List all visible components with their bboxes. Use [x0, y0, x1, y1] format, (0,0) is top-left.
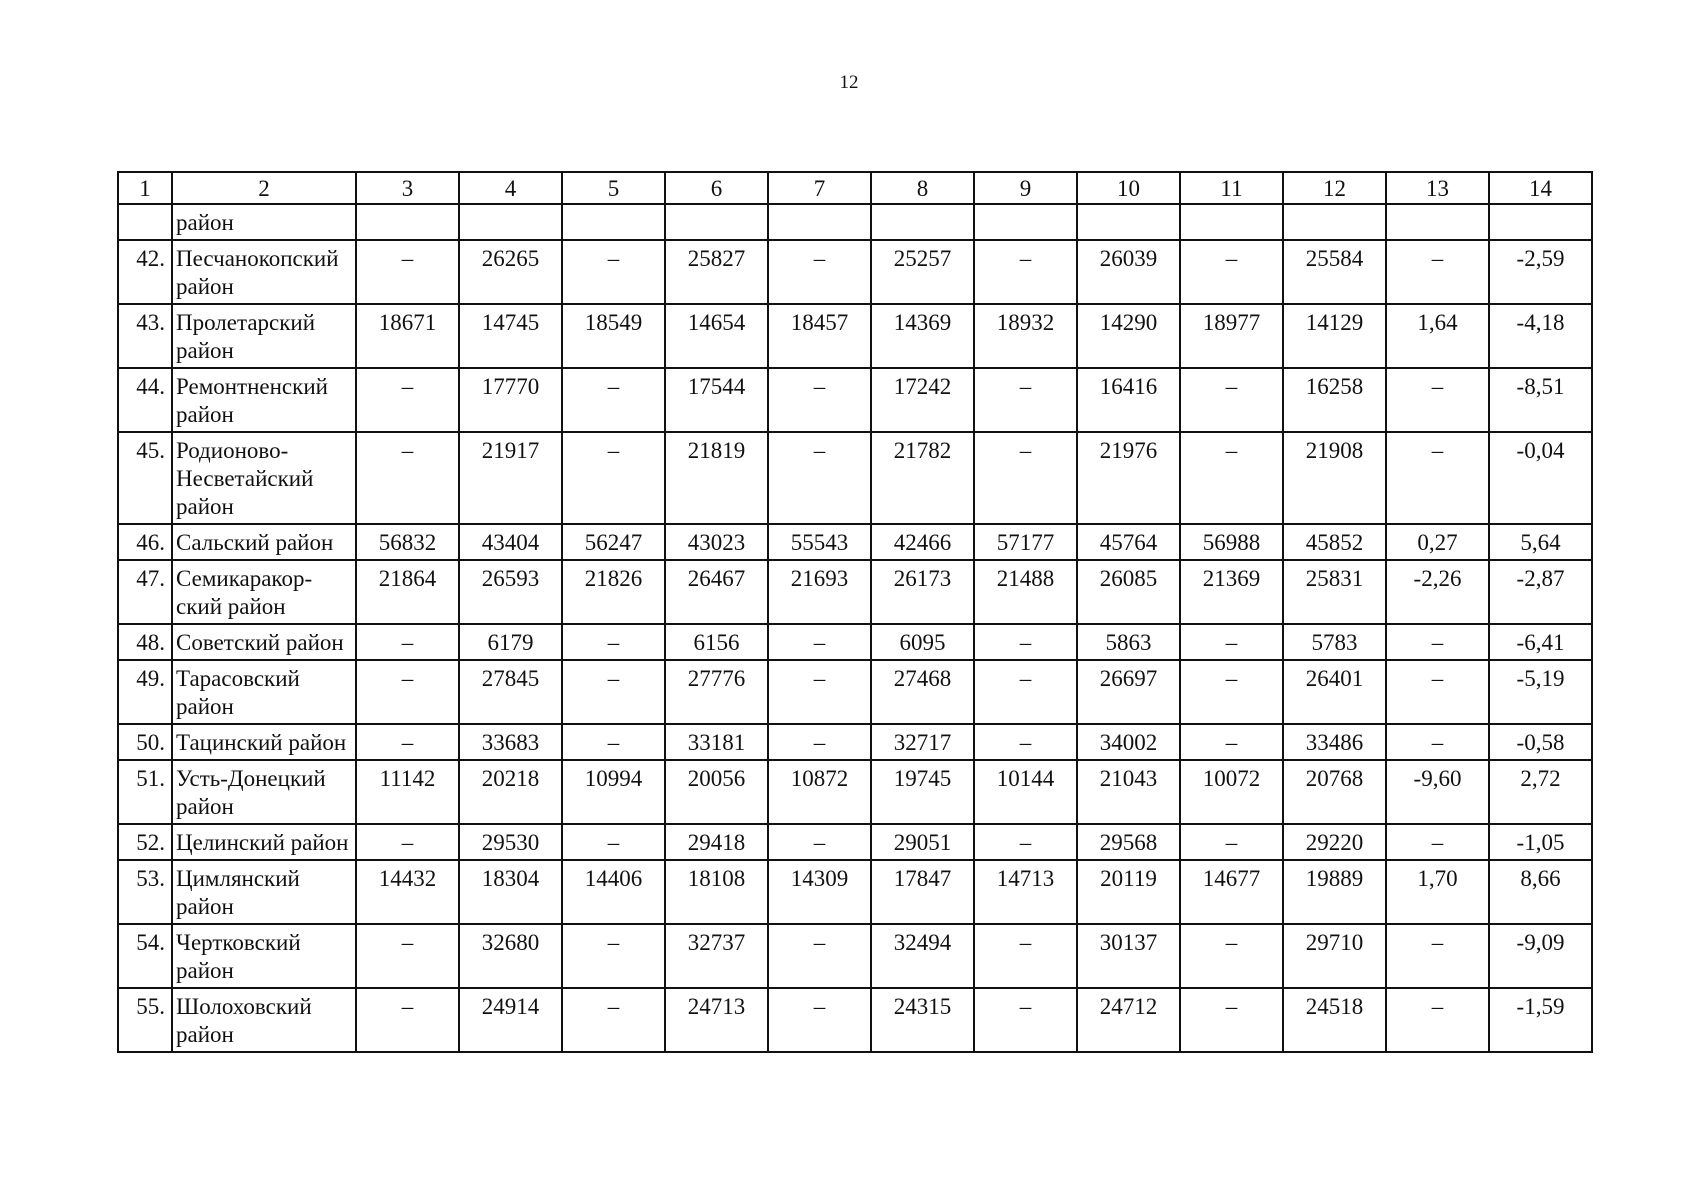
value-cell: 26173: [871, 560, 974, 624]
value-cell: 55543: [768, 524, 871, 560]
value-cell: 21864: [356, 560, 459, 624]
value-cell: –: [1180, 432, 1283, 524]
value-cell: 27468: [871, 660, 974, 724]
value-cell: 14406: [562, 860, 665, 924]
value-cell: –: [356, 724, 459, 760]
value-cell: 17544: [665, 368, 768, 432]
column-number-header: 1: [118, 172, 172, 204]
value-cell: 19745: [871, 760, 974, 824]
value-cell: 2,72: [1489, 760, 1592, 824]
value-cell: –: [562, 432, 665, 524]
value-cell: -1,59: [1489, 988, 1592, 1052]
value-cell: 0,27: [1386, 524, 1489, 560]
value-cell: –: [562, 724, 665, 760]
value-cell: 6156: [665, 624, 768, 660]
value-cell: –: [768, 432, 871, 524]
value-cell: [1386, 204, 1489, 240]
value-cell: –: [1386, 432, 1489, 524]
table-row: [118, 760, 1592, 824]
value-cell: 6179: [459, 624, 562, 660]
value-cell: [871, 204, 974, 240]
value-cell: 14290: [1077, 304, 1180, 368]
district-name: Сальский район: [172, 524, 356, 560]
value-cell: 57177: [974, 524, 1077, 560]
value-cell: 26039: [1077, 240, 1180, 304]
district-name: Целинский район: [172, 824, 356, 860]
value-cell: 8,66: [1489, 860, 1592, 924]
row-number: 45.: [118, 432, 172, 524]
value-cell: 29220: [1283, 824, 1386, 860]
row-number: 47.: [118, 560, 172, 624]
value-cell: 32717: [871, 724, 974, 760]
table-row: [118, 660, 1592, 724]
value-cell: 33683: [459, 724, 562, 760]
value-cell: 25827: [665, 240, 768, 304]
value-cell: –: [768, 240, 871, 304]
district-name: Семикаракор-ский район: [172, 560, 356, 624]
value-cell: –: [974, 988, 1077, 1052]
district-name: район: [172, 204, 356, 240]
value-cell: 24713: [665, 988, 768, 1052]
value-cell: 14677: [1180, 860, 1283, 924]
value-cell: –: [1180, 824, 1283, 860]
table-row: [118, 824, 1592, 860]
page-number: 12: [839, 72, 859, 93]
value-cell: –: [562, 988, 665, 1052]
value-cell: –: [1386, 824, 1489, 860]
table-header-row: [118, 172, 1592, 204]
value-cell: 5783: [1283, 624, 1386, 660]
value-cell: 26697: [1077, 660, 1180, 724]
value-cell: 43023: [665, 524, 768, 560]
value-cell: -9,09: [1489, 924, 1592, 988]
table-row: [118, 524, 1592, 560]
value-cell: 18457: [768, 304, 871, 368]
row-number: 52.: [118, 824, 172, 860]
value-cell: 18671: [356, 304, 459, 368]
table-row: [118, 432, 1592, 524]
value-cell: –: [768, 624, 871, 660]
value-cell: 21826: [562, 560, 665, 624]
value-cell: 18549: [562, 304, 665, 368]
value-cell: 18932: [974, 304, 1077, 368]
value-cell: 25584: [1283, 240, 1386, 304]
value-cell: -1,05: [1489, 824, 1592, 860]
value-cell: 30137: [1077, 924, 1180, 988]
district-name: Шолоховский район: [172, 988, 356, 1052]
value-cell: –: [768, 988, 871, 1052]
value-cell: 42466: [871, 524, 974, 560]
column-number-header: 11: [1180, 172, 1283, 204]
district-name: Ремонтненский район: [172, 368, 356, 432]
value-cell: [1489, 204, 1592, 240]
value-cell: 29051: [871, 824, 974, 860]
value-cell: –: [356, 432, 459, 524]
value-cell: 17770: [459, 368, 562, 432]
value-cell: 18304: [459, 860, 562, 924]
value-cell: 33486: [1283, 724, 1386, 760]
value-cell: 32680: [459, 924, 562, 988]
value-cell: [1283, 204, 1386, 240]
value-cell: –: [356, 240, 459, 304]
value-cell: -9,60: [1386, 760, 1489, 824]
table-row: [118, 624, 1592, 660]
value-cell: –: [1386, 924, 1489, 988]
row-number: [118, 204, 172, 240]
value-cell: 24914: [459, 988, 562, 1052]
value-cell: –: [768, 368, 871, 432]
value-cell: 5863: [1077, 624, 1180, 660]
value-cell: 10144: [974, 760, 1077, 824]
table-row: [118, 988, 1592, 1052]
value-cell: –: [1180, 240, 1283, 304]
value-cell: 10872: [768, 760, 871, 824]
value-cell: –: [974, 660, 1077, 724]
value-cell: 27845: [459, 660, 562, 724]
value-cell: 26467: [665, 560, 768, 624]
value-cell: –: [356, 924, 459, 988]
value-cell: 26085: [1077, 560, 1180, 624]
value-cell: –: [1386, 368, 1489, 432]
row-number: 49.: [118, 660, 172, 724]
district-name: Родионово-Несветайский район: [172, 432, 356, 524]
value-cell: 14369: [871, 304, 974, 368]
value-cell: 24712: [1077, 988, 1180, 1052]
value-cell: –: [974, 368, 1077, 432]
column-number-header: 13: [1386, 172, 1489, 204]
table-row: [118, 724, 1592, 760]
value-cell: 26401: [1283, 660, 1386, 724]
value-cell: [459, 204, 562, 240]
value-cell: 1,64: [1386, 304, 1489, 368]
value-cell: -5,19: [1489, 660, 1592, 724]
value-cell: 24315: [871, 988, 974, 1052]
value-cell: 14745: [459, 304, 562, 368]
value-cell: 21043: [1077, 760, 1180, 824]
data-table: [117, 171, 1593, 1053]
value-cell: –: [356, 368, 459, 432]
value-cell: –: [974, 240, 1077, 304]
value-cell: 21693: [768, 560, 871, 624]
value-cell: [974, 204, 1077, 240]
row-number: 48.: [118, 624, 172, 660]
district-name: Усть-Донецкий район: [172, 760, 356, 824]
value-cell: –: [974, 824, 1077, 860]
value-cell: -2,59: [1489, 240, 1592, 304]
value-cell: 6095: [871, 624, 974, 660]
row-number: 51.: [118, 760, 172, 824]
value-cell: –: [974, 432, 1077, 524]
table-row: [118, 368, 1592, 432]
value-cell: 21782: [871, 432, 974, 524]
table-row: [118, 240, 1592, 304]
value-cell: -6,41: [1489, 624, 1592, 660]
value-cell: -0,04: [1489, 432, 1592, 524]
value-cell: –: [1180, 368, 1283, 432]
table-row: [118, 304, 1592, 368]
value-cell: –: [974, 724, 1077, 760]
value-cell: 16258: [1283, 368, 1386, 432]
value-cell: 21917: [459, 432, 562, 524]
column-number-header: 2: [172, 172, 356, 204]
district-name: Советский район: [172, 624, 356, 660]
value-cell: –: [974, 624, 1077, 660]
value-cell: 17242: [871, 368, 974, 432]
value-cell: –: [562, 824, 665, 860]
value-cell: 24518: [1283, 988, 1386, 1052]
value-cell: 33181: [665, 724, 768, 760]
district-name: Цимлянский район: [172, 860, 356, 924]
value-cell: 18108: [665, 860, 768, 924]
value-cell: -2,26: [1386, 560, 1489, 624]
row-number: 54.: [118, 924, 172, 988]
value-cell: 17847: [871, 860, 974, 924]
value-cell: [356, 204, 459, 240]
row-number: 44.: [118, 368, 172, 432]
column-number-header: 4: [459, 172, 562, 204]
value-cell: 1,70: [1386, 860, 1489, 924]
value-cell: –: [1180, 988, 1283, 1052]
value-cell: 43404: [459, 524, 562, 560]
value-cell: 56832: [356, 524, 459, 560]
value-cell: –: [562, 660, 665, 724]
value-cell: 21369: [1180, 560, 1283, 624]
district-name: Чертковский район: [172, 924, 356, 988]
value-cell: –: [562, 240, 665, 304]
district-name: Пролетарский район: [172, 304, 356, 368]
value-cell: -2,87: [1489, 560, 1592, 624]
value-cell: 25257: [871, 240, 974, 304]
value-cell: –: [356, 824, 459, 860]
column-number-header: 3: [356, 172, 459, 204]
column-number-header: 6: [665, 172, 768, 204]
value-cell: 45764: [1077, 524, 1180, 560]
value-cell: –: [1180, 624, 1283, 660]
value-cell: –: [562, 624, 665, 660]
value-cell: 29530: [459, 824, 562, 860]
value-cell: 29568: [1077, 824, 1180, 860]
value-cell: –: [974, 924, 1077, 988]
value-cell: 56988: [1180, 524, 1283, 560]
value-cell: 32737: [665, 924, 768, 988]
row-number: 55.: [118, 988, 172, 1052]
value-cell: 26265: [459, 240, 562, 304]
column-number-header: 12: [1283, 172, 1386, 204]
row-number: 43.: [118, 304, 172, 368]
value-cell: –: [356, 624, 459, 660]
value-cell: –: [1386, 724, 1489, 760]
column-number-header: 14: [1489, 172, 1592, 204]
district-name: Песчанокопский район: [172, 240, 356, 304]
value-cell: –: [768, 824, 871, 860]
value-cell: –: [356, 988, 459, 1052]
value-cell: -4,18: [1489, 304, 1592, 368]
value-cell: –: [1180, 724, 1283, 760]
value-cell: 21488: [974, 560, 1077, 624]
value-cell: 32494: [871, 924, 974, 988]
value-cell: -0,58: [1489, 724, 1592, 760]
value-cell: –: [562, 924, 665, 988]
value-cell: 21908: [1283, 432, 1386, 524]
value-cell: 21976: [1077, 432, 1180, 524]
value-cell: 14129: [1283, 304, 1386, 368]
column-number-header: 7: [768, 172, 871, 204]
value-cell: –: [768, 924, 871, 988]
value-cell: 14432: [356, 860, 459, 924]
value-cell: –: [1180, 924, 1283, 988]
value-cell: 20119: [1077, 860, 1180, 924]
value-cell: [1077, 204, 1180, 240]
value-cell: 56247: [562, 524, 665, 560]
value-cell: –: [562, 368, 665, 432]
value-cell: [562, 204, 665, 240]
value-cell: 18977: [1180, 304, 1283, 368]
table-row: [118, 560, 1592, 624]
column-number-header: 10: [1077, 172, 1180, 204]
table-row: [118, 860, 1592, 924]
value-cell: –: [356, 660, 459, 724]
value-cell: 21819: [665, 432, 768, 524]
value-cell: 14654: [665, 304, 768, 368]
value-cell: 10072: [1180, 760, 1283, 824]
value-cell: –: [1386, 988, 1489, 1052]
value-cell: –: [768, 724, 871, 760]
column-number-header: 5: [562, 172, 665, 204]
district-name: Тацинский район: [172, 724, 356, 760]
value-cell: [1180, 204, 1283, 240]
value-cell: 25831: [1283, 560, 1386, 624]
row-number: 42.: [118, 240, 172, 304]
row-number: 50.: [118, 724, 172, 760]
value-cell: 20056: [665, 760, 768, 824]
value-cell: [768, 204, 871, 240]
column-number-header: 8: [871, 172, 974, 204]
value-cell: –: [1180, 660, 1283, 724]
row-number: 53.: [118, 860, 172, 924]
row-number: 46.: [118, 524, 172, 560]
value-cell: 14309: [768, 860, 871, 924]
value-cell: 19889: [1283, 860, 1386, 924]
table-row: [118, 204, 1592, 240]
value-cell: 20218: [459, 760, 562, 824]
value-cell: 11142: [356, 760, 459, 824]
value-cell: 29418: [665, 824, 768, 860]
value-cell: 16416: [1077, 368, 1180, 432]
value-cell: –: [1386, 660, 1489, 724]
value-cell: 27776: [665, 660, 768, 724]
value-cell: –: [1386, 624, 1489, 660]
district-name: Тарасовский район: [172, 660, 356, 724]
value-cell: 26593: [459, 560, 562, 624]
table-row: [118, 924, 1592, 988]
value-cell: 20768: [1283, 760, 1386, 824]
value-cell: 29710: [1283, 924, 1386, 988]
value-cell: –: [1386, 240, 1489, 304]
value-cell: 5,64: [1489, 524, 1592, 560]
value-cell: 45852: [1283, 524, 1386, 560]
value-cell: [665, 204, 768, 240]
value-cell: 34002: [1077, 724, 1180, 760]
column-number-header: 9: [974, 172, 1077, 204]
value-cell: -8,51: [1489, 368, 1592, 432]
value-cell: 14713: [974, 860, 1077, 924]
value-cell: 10994: [562, 760, 665, 824]
value-cell: –: [768, 660, 871, 724]
